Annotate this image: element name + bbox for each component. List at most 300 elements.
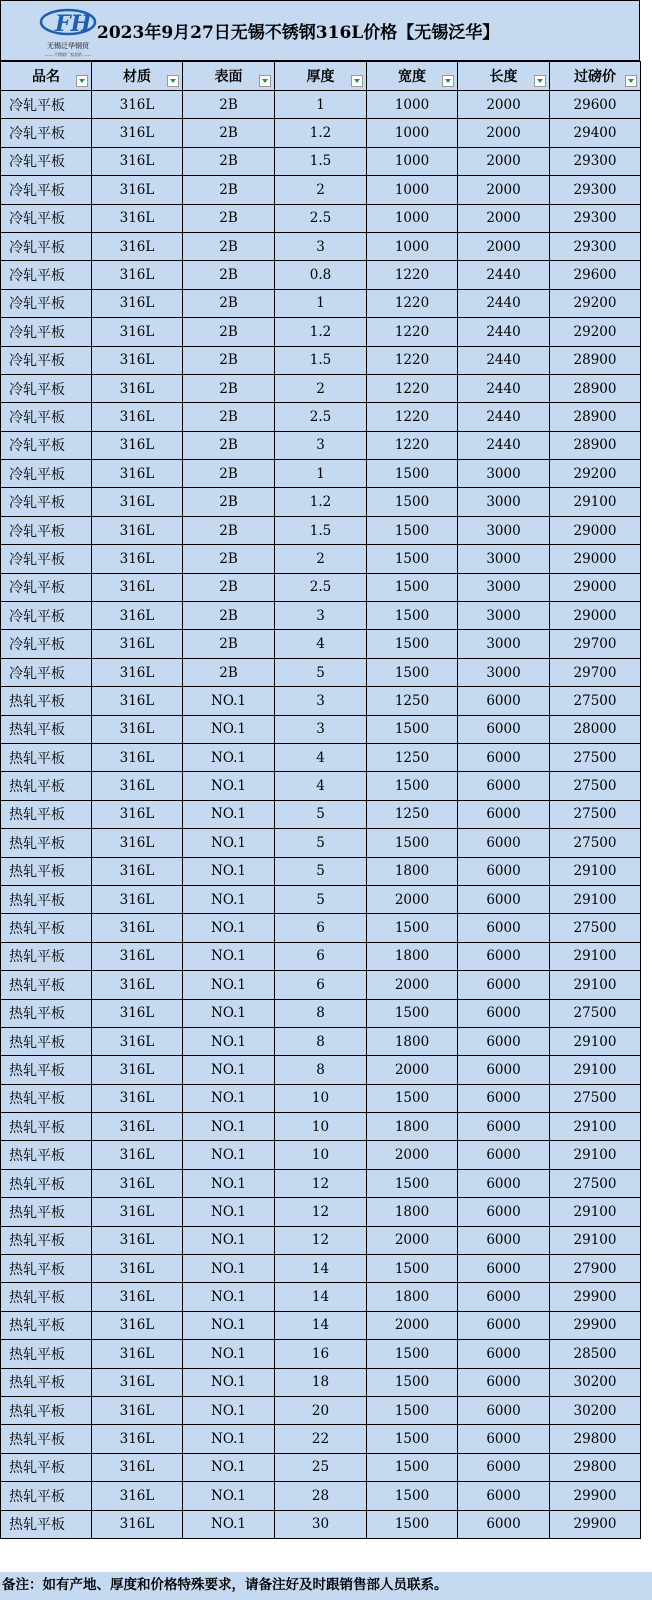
cell-thickness: 25: [275, 1453, 367, 1481]
cell-name: 冷轧平板: [1, 91, 92, 119]
cell-width: 1800: [367, 1027, 458, 1055]
cell-surface: 2B: [183, 374, 275, 402]
cell-thickness: 22: [275, 1425, 367, 1453]
cell-price: 28900: [550, 374, 641, 402]
cell-thickness: 1: [275, 289, 367, 317]
cell-width: 1250: [367, 800, 458, 828]
cell-thickness: 6: [275, 914, 367, 942]
cell-thickness: 10: [275, 1084, 367, 1112]
cell-thickness: 3: [275, 687, 367, 715]
cell-name: 冷轧平板: [1, 516, 92, 544]
cell-width: 1500: [367, 488, 458, 516]
cell-surface: NO.1: [183, 1084, 275, 1112]
table-row: [1, 176, 641, 204]
cell-length: 6000: [458, 1510, 550, 1538]
cell-material: 316L: [92, 1396, 183, 1424]
table-row: [1, 1311, 641, 1339]
cell-name: 冷轧平板: [1, 261, 92, 289]
cell-price: 27500: [550, 687, 641, 715]
cell-material: 316L: [92, 1368, 183, 1396]
cell-surface: NO.1: [183, 1482, 275, 1510]
cell-width: 1500: [367, 829, 458, 857]
cell-width: 1800: [367, 1113, 458, 1141]
cell-name: 热轧平板: [1, 942, 92, 970]
cell-thickness: 6: [275, 971, 367, 999]
cell-length: 3000: [458, 602, 550, 630]
table-row: [1, 346, 641, 374]
cell-surface: 2B: [183, 460, 275, 488]
cell-name: 冷轧平板: [1, 658, 92, 686]
cell-price: 29400: [550, 119, 641, 147]
cell-surface: 2B: [183, 516, 275, 544]
cell-surface: 2B: [183, 545, 275, 573]
cell-price: 27500: [550, 1084, 641, 1112]
cell-length: 2440: [458, 318, 550, 346]
cell-material: 316L: [92, 1113, 183, 1141]
cell-length: 6000: [458, 1368, 550, 1396]
cell-price: 29000: [550, 516, 641, 544]
cell-length: 6000: [458, 942, 550, 970]
cell-thickness: 1: [275, 460, 367, 488]
cell-price: 28000: [550, 715, 641, 743]
table-row: [1, 516, 641, 544]
cell-length: 2440: [458, 431, 550, 459]
cell-name: 热轧平板: [1, 829, 92, 857]
cell-thickness: 3: [275, 232, 367, 260]
cell-surface: 2B: [183, 147, 275, 175]
cell-price: 29100: [550, 1198, 641, 1226]
cell-name: 热轧平板: [1, 1425, 92, 1453]
cell-length: 6000: [458, 1169, 550, 1197]
filter-dropdown-icon[interactable]: [442, 75, 454, 87]
cell-length: 6000: [458, 1482, 550, 1510]
filter-dropdown-icon[interactable]: [351, 75, 363, 87]
page-title: 2023年9月27日无锡不锈钢316L价格【无锡泛华】: [97, 23, 500, 43]
cell-surface: NO.1: [183, 829, 275, 857]
cell-price: 30200: [550, 1396, 641, 1424]
logo-letters: FH: [55, 11, 92, 37]
table-row: [1, 772, 641, 800]
cell-material: 316L: [92, 687, 183, 715]
cell-width: 2000: [367, 1141, 458, 1169]
cell-price: 27500: [550, 743, 641, 771]
cell-price: 28900: [550, 431, 641, 459]
cell-width: 1250: [367, 743, 458, 771]
table-row: [1, 885, 641, 913]
cell-material: 316L: [92, 1027, 183, 1055]
cell-name: 冷轧平板: [1, 318, 92, 346]
cell-material: 316L: [92, 1340, 183, 1368]
cell-material: 316L: [92, 346, 183, 374]
cell-price: 29800: [550, 1425, 641, 1453]
cell-material: 316L: [92, 971, 183, 999]
cell-length: 2440: [458, 346, 550, 374]
cell-name: 冷轧平板: [1, 403, 92, 431]
cell-surface: 2B: [183, 488, 275, 516]
cell-name: 热轧平板: [1, 1340, 92, 1368]
cell-length: 6000: [458, 1311, 550, 1339]
cell-material: 316L: [92, 630, 183, 658]
cell-surface: NO.1: [183, 1198, 275, 1226]
table-row: [1, 261, 641, 289]
cell-surface: NO.1: [183, 1453, 275, 1481]
table-row: [1, 1027, 641, 1055]
title-bar: [0, 0, 640, 61]
cell-thickness: 28: [275, 1482, 367, 1510]
cell-surface: NO.1: [183, 942, 275, 970]
cell-thickness: 18: [275, 1368, 367, 1396]
cell-price: 27500: [550, 829, 641, 857]
cell-name: 冷轧平板: [1, 630, 92, 658]
cell-name: 冷轧平板: [1, 573, 92, 601]
cell-thickness: 14: [275, 1283, 367, 1311]
cell-thickness: 3: [275, 602, 367, 630]
cell-thickness: 8: [275, 1056, 367, 1084]
table-row: [1, 743, 641, 771]
cell-length: 2440: [458, 261, 550, 289]
cell-length: 6000: [458, 743, 550, 771]
cell-surface: NO.1: [183, 999, 275, 1027]
cell-width: 2000: [367, 885, 458, 913]
cell-thickness: 10: [275, 1141, 367, 1169]
cell-thickness: 3: [275, 431, 367, 459]
filter-dropdown-icon[interactable]: [167, 75, 179, 87]
cell-length: 3000: [458, 573, 550, 601]
cell-material: 316L: [92, 1198, 183, 1226]
cell-name: 冷轧平板: [1, 545, 92, 573]
cell-thickness: 16: [275, 1340, 367, 1368]
cell-name: 热轧平板: [1, 1198, 92, 1226]
cell-length: 6000: [458, 857, 550, 885]
cell-width: 1800: [367, 857, 458, 885]
cell-width: 2000: [367, 1056, 458, 1084]
cell-surface: NO.1: [183, 1056, 275, 1084]
cell-name: 冷轧平板: [1, 147, 92, 175]
cell-price: 30200: [550, 1368, 641, 1396]
cell-surface: NO.1: [183, 800, 275, 828]
cell-surface: NO.1: [183, 1396, 275, 1424]
cell-name: 热轧平板: [1, 885, 92, 913]
cell-material: 316L: [92, 318, 183, 346]
cell-length: 2000: [458, 232, 550, 260]
cell-thickness: 5: [275, 829, 367, 857]
cell-thickness: 6: [275, 942, 367, 970]
cell-material: 316L: [92, 1084, 183, 1112]
cell-length: 6000: [458, 1056, 550, 1084]
cell-price: 29900: [550, 1283, 641, 1311]
cell-surface: NO.1: [183, 1340, 275, 1368]
cell-material: 316L: [92, 942, 183, 970]
cell-material: 316L: [92, 289, 183, 317]
cell-price: 29900: [550, 1482, 641, 1510]
cell-surface: 2B: [183, 658, 275, 686]
cell-name: 热轧平板: [1, 971, 92, 999]
filter-dropdown-icon[interactable]: [534, 75, 546, 87]
cell-surface: NO.1: [183, 772, 275, 800]
cell-price: 29600: [550, 91, 641, 119]
cell-thickness: 20: [275, 1396, 367, 1424]
cell-thickness: 1.5: [275, 516, 367, 544]
cell-length: 6000: [458, 715, 550, 743]
cell-name: 热轧平板: [1, 914, 92, 942]
cell-material: 316L: [92, 204, 183, 232]
column-header-thickness: 厚度: [275, 62, 367, 91]
cell-material: 316L: [92, 573, 183, 601]
cell-surface: NO.1: [183, 1027, 275, 1055]
cell-length: 2000: [458, 147, 550, 175]
cell-length: 6000: [458, 885, 550, 913]
cell-name: 冷轧平板: [1, 176, 92, 204]
table-row: [1, 602, 641, 630]
cell-price: 29100: [550, 1027, 641, 1055]
cell-name: 热轧平板: [1, 1027, 92, 1055]
cell-width: 1500: [367, 1425, 458, 1453]
table-row: [1, 318, 641, 346]
cell-material: 316L: [92, 885, 183, 913]
table-row: [1, 687, 641, 715]
cell-width: 2000: [367, 971, 458, 999]
cell-material: 316L: [92, 91, 183, 119]
cell-width: 1220: [367, 346, 458, 374]
cell-material: 316L: [92, 403, 183, 431]
cell-name: 热轧平板: [1, 857, 92, 885]
table-row: [1, 1169, 641, 1197]
cell-length: 2000: [458, 176, 550, 204]
filter-dropdown-icon[interactable]: [259, 75, 271, 87]
cell-width: 1800: [367, 1198, 458, 1226]
cell-material: 316L: [92, 1425, 183, 1453]
cell-surface: NO.1: [183, 1425, 275, 1453]
column-header-width: 宽度: [367, 62, 458, 91]
cell-price: 27500: [550, 800, 641, 828]
cell-surface: NO.1: [183, 715, 275, 743]
table-row: [1, 715, 641, 743]
cell-length: 3000: [458, 460, 550, 488]
cell-width: 1000: [367, 204, 458, 232]
cell-length: 6000: [458, 971, 550, 999]
cell-name: 热轧平板: [1, 1482, 92, 1510]
filter-dropdown-icon[interactable]: [625, 75, 637, 87]
cell-surface: NO.1: [183, 914, 275, 942]
cell-length: 2440: [458, 289, 550, 317]
table-row: [1, 857, 641, 885]
table-row: [1, 573, 641, 601]
cell-width: 1000: [367, 147, 458, 175]
cell-name: 热轧平板: [1, 999, 92, 1027]
cell-material: 316L: [92, 658, 183, 686]
cell-surface: 2B: [183, 573, 275, 601]
cell-width: 2000: [367, 1226, 458, 1254]
cell-width: 1500: [367, 1255, 458, 1283]
cell-name: 热轧平板: [1, 687, 92, 715]
cell-length: 6000: [458, 687, 550, 715]
cell-material: 316L: [92, 374, 183, 402]
cell-surface: NO.1: [183, 971, 275, 999]
cell-width: 1250: [367, 687, 458, 715]
cell-width: 1500: [367, 914, 458, 942]
cell-width: 1500: [367, 999, 458, 1027]
cell-thickness: 12: [275, 1169, 367, 1197]
header-row: [1, 62, 641, 91]
cell-thickness: 5: [275, 658, 367, 686]
cell-material: 316L: [92, 715, 183, 743]
cell-price: 29000: [550, 545, 641, 573]
table-row: [1, 942, 641, 970]
cell-thickness: 1.2: [275, 119, 367, 147]
column-header-length: 长度: [458, 62, 550, 91]
cell-length: 6000: [458, 1113, 550, 1141]
cell-length: 2000: [458, 91, 550, 119]
cell-thickness: 12: [275, 1198, 367, 1226]
cell-price: 27500: [550, 1169, 641, 1197]
cell-surface: 2B: [183, 318, 275, 346]
table-row: [1, 91, 641, 119]
cell-material: 316L: [92, 1453, 183, 1481]
cell-name: 冷轧平板: [1, 119, 92, 147]
table-row: [1, 971, 641, 999]
cell-surface: NO.1: [183, 1510, 275, 1538]
cell-material: 316L: [92, 488, 183, 516]
table-row: [1, 460, 641, 488]
table-row: [1, 1283, 641, 1311]
cell-surface: 2B: [183, 176, 275, 204]
cell-surface: 2B: [183, 91, 275, 119]
cell-price: 29100: [550, 1113, 641, 1141]
cell-price: 29100: [550, 1056, 641, 1084]
table-row: [1, 1425, 641, 1453]
cell-name: 冷轧平板: [1, 232, 92, 260]
cell-surface: 2B: [183, 602, 275, 630]
cell-material: 316L: [92, 1226, 183, 1254]
cell-surface: 2B: [183, 261, 275, 289]
cell-width: 1500: [367, 545, 458, 573]
cell-price: 29100: [550, 1141, 641, 1169]
cell-price: 29700: [550, 658, 641, 686]
cell-width: 1500: [367, 602, 458, 630]
table-row: [1, 1510, 641, 1538]
cell-thickness: 12: [275, 1226, 367, 1254]
cell-material: 316L: [92, 516, 183, 544]
cell-thickness: 4: [275, 743, 367, 771]
cell-name: 冷轧平板: [1, 374, 92, 402]
cell-surface: NO.1: [183, 885, 275, 913]
cell-material: 316L: [92, 829, 183, 857]
cell-thickness: 2.5: [275, 573, 367, 601]
column-header-price: 过磅价: [550, 62, 641, 91]
cell-thickness: 4: [275, 630, 367, 658]
cell-thickness: 2.5: [275, 204, 367, 232]
cell-name: 热轧平板: [1, 1169, 92, 1197]
cell-price: 27500: [550, 772, 641, 800]
cell-price: 29100: [550, 857, 641, 885]
cell-length: 3000: [458, 488, 550, 516]
table-row: [1, 545, 641, 573]
cell-price: 29200: [550, 318, 641, 346]
cell-name: 冷轧平板: [1, 488, 92, 516]
cell-surface: 2B: [183, 346, 275, 374]
cell-surface: 2B: [183, 232, 275, 260]
table-row: [1, 1255, 641, 1283]
cell-length: 6000: [458, 1141, 550, 1169]
cell-material: 316L: [92, 119, 183, 147]
cell-width: 2000: [367, 1311, 458, 1339]
cell-name: 冷轧平板: [1, 431, 92, 459]
cell-price: 29300: [550, 176, 641, 204]
cell-material: 316L: [92, 1510, 183, 1538]
cell-thickness: 30: [275, 1510, 367, 1538]
cell-length: 6000: [458, 1198, 550, 1226]
cell-width: 1220: [367, 403, 458, 431]
column-header-surface: 表面: [183, 62, 275, 91]
company-logo: [37, 4, 99, 58]
cell-thickness: 2: [275, 374, 367, 402]
table-row: [1, 431, 641, 459]
cell-thickness: 14: [275, 1255, 367, 1283]
column-header-material: 材质: [92, 62, 183, 91]
cell-length: 6000: [458, 1283, 550, 1311]
logo-tagline: —— 不锈钢厂家直销 ——: [44, 52, 92, 57]
cell-surface: NO.1: [183, 1283, 275, 1311]
cell-name: 热轧平板: [1, 1113, 92, 1141]
table-row: [1, 1198, 641, 1226]
cell-width: 1500: [367, 573, 458, 601]
cell-width: 1800: [367, 942, 458, 970]
cell-width: 1500: [367, 1368, 458, 1396]
cell-length: 2440: [458, 403, 550, 431]
table-row: [1, 829, 641, 857]
cell-name: 冷轧平板: [1, 602, 92, 630]
cell-surface: NO.1: [183, 743, 275, 771]
cell-width: 1500: [367, 516, 458, 544]
logo-company-line: 无锡泛华钢贸: [47, 42, 89, 50]
cell-width: 1500: [367, 460, 458, 488]
cell-name: 冷轧平板: [1, 346, 92, 374]
cell-thickness: 10: [275, 1113, 367, 1141]
cell-surface: NO.1: [183, 1141, 275, 1169]
table-row: [1, 914, 641, 942]
cell-surface: 2B: [183, 119, 275, 147]
filter-dropdown-icon[interactable]: [76, 75, 88, 87]
table-row: [1, 119, 641, 147]
cell-length: 3000: [458, 516, 550, 544]
cell-price: 29300: [550, 204, 641, 232]
cell-thickness: 5: [275, 800, 367, 828]
cell-material: 316L: [92, 147, 183, 175]
cell-length: 6000: [458, 1255, 550, 1283]
table-row: [1, 204, 641, 232]
cell-surface: 2B: [183, 204, 275, 232]
cell-name: 热轧平板: [1, 743, 92, 771]
cell-thickness: 5: [275, 885, 367, 913]
cell-width: 1500: [367, 1396, 458, 1424]
cell-material: 316L: [92, 545, 183, 573]
cell-surface: NO.1: [183, 857, 275, 885]
cell-length: 6000: [458, 1453, 550, 1481]
table-row: [1, 1340, 641, 1368]
cell-material: 316L: [92, 232, 183, 260]
table-row: [1, 232, 641, 260]
cell-thickness: 1: [275, 91, 367, 119]
cell-surface: NO.1: [183, 1368, 275, 1396]
cell-length: 6000: [458, 772, 550, 800]
cell-name: 热轧平板: [1, 1311, 92, 1339]
cell-length: 3000: [458, 658, 550, 686]
cell-material: 316L: [92, 1169, 183, 1197]
cell-width: 1220: [367, 318, 458, 346]
cell-width: 1220: [367, 289, 458, 317]
table-row: [1, 658, 641, 686]
cell-width: 1220: [367, 431, 458, 459]
